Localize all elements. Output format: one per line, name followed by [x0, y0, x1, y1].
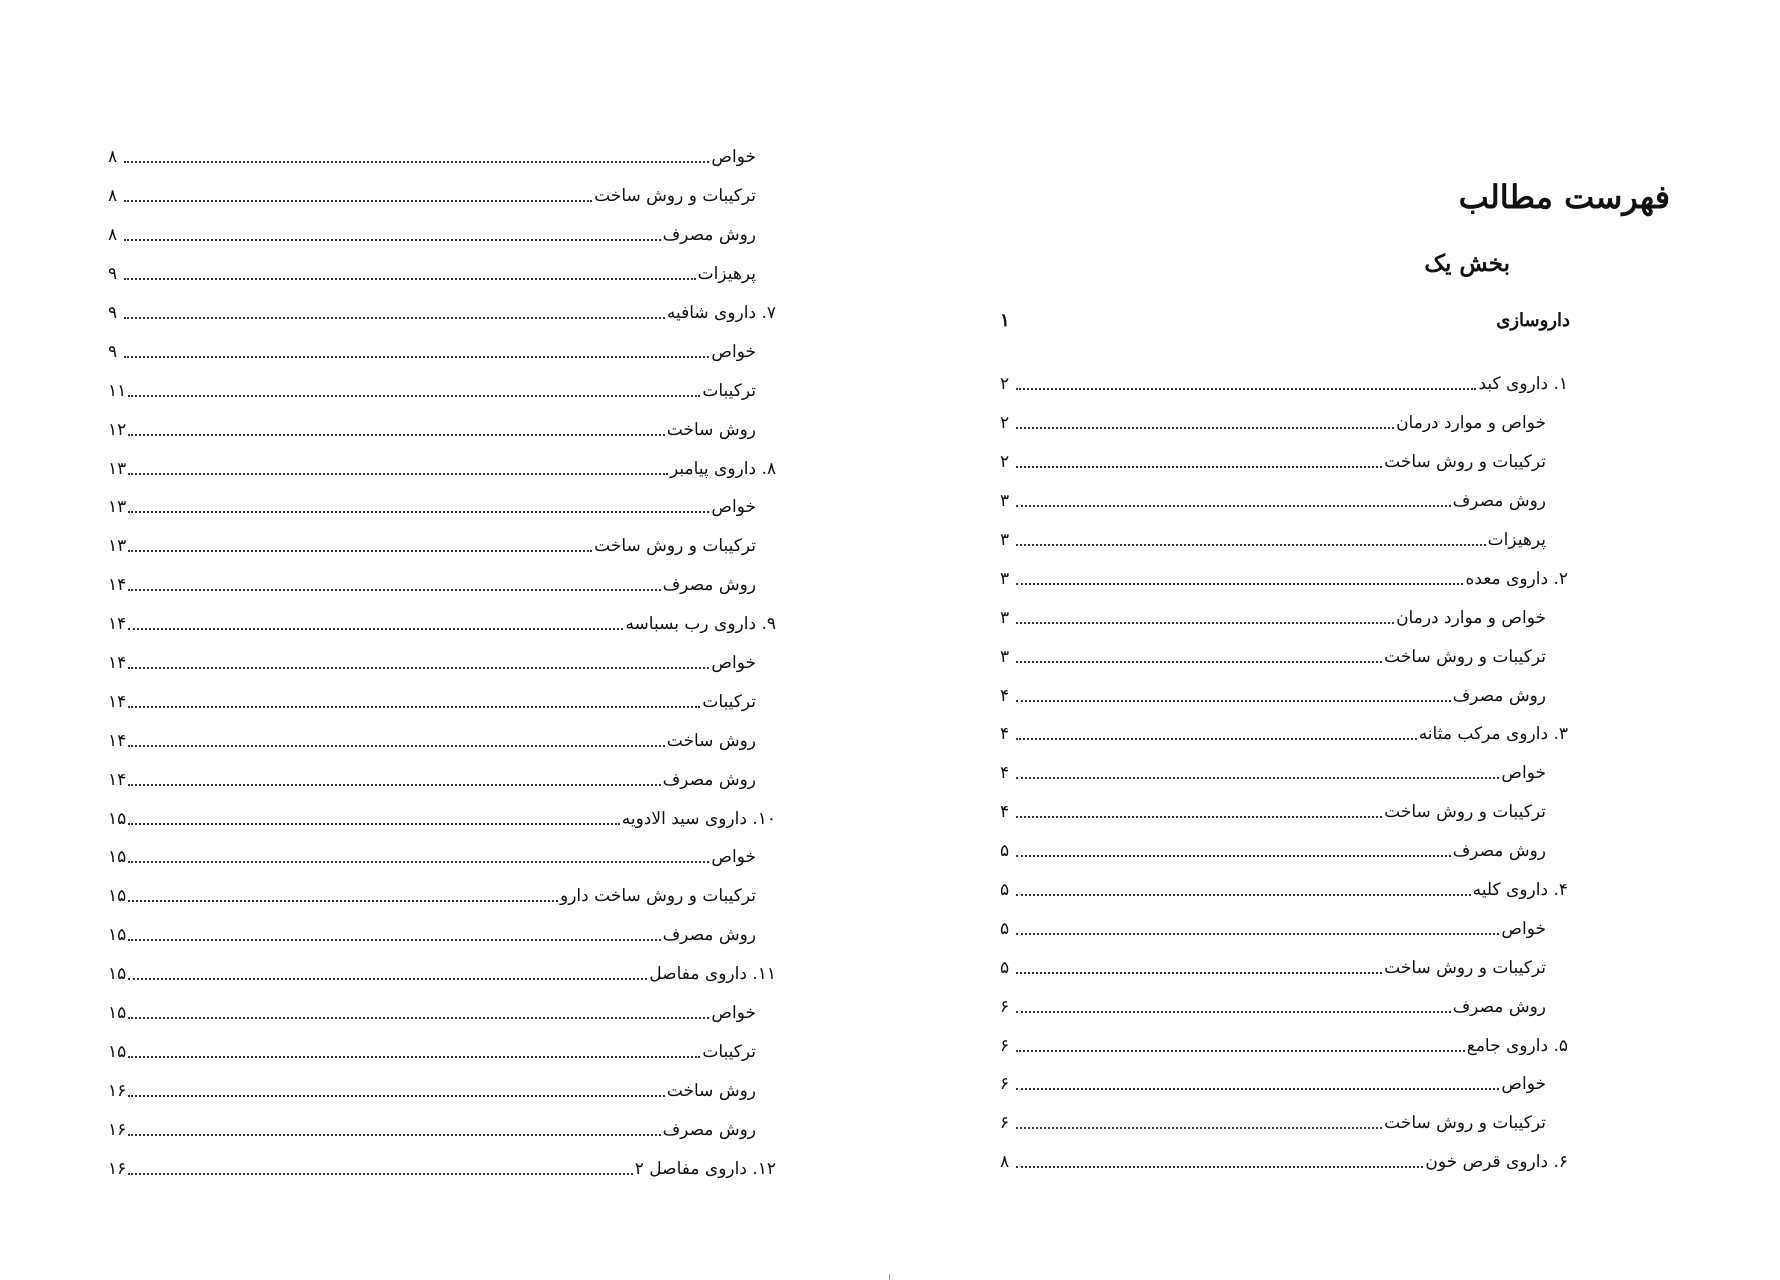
dot-leader: [128, 706, 700, 708]
toc-subsection-entry[interactable]: [1000, 404, 1568, 443]
toc-chapter-entry[interactable]: [108, 1149, 776, 1188]
dot-leader: [1016, 816, 1382, 818]
toc-subsection-entry[interactable]: [108, 1110, 776, 1149]
dot-leader: [124, 317, 665, 319]
dot-leader: [128, 1095, 665, 1097]
toc-entry-title: پرهیزات: [1487, 530, 1546, 550]
toc-subsection-entry[interactable]: [1000, 754, 1568, 793]
toc-page-number: ۸: [108, 147, 118, 168]
toc-page-number: ۸: [1000, 1152, 1010, 1173]
toc-page-number: ۵: [1000, 880, 1010, 901]
toc-subsection-entry[interactable]: [108, 332, 776, 371]
part-heading-row: [1000, 310, 1570, 331]
toc-chapter-entry[interactable]: [1000, 715, 1568, 754]
toc-page-number: ۳: [1000, 607, 1010, 628]
toc-subsection-entry[interactable]: [108, 916, 776, 955]
toc-page-number: ۲: [1000, 374, 1010, 395]
toc-subsection-entry[interactable]: [1000, 598, 1568, 637]
toc-entry-title: ۳. داروی مرکب مثانه: [1418, 724, 1568, 745]
dot-leader: [1016, 622, 1394, 624]
toc-chapter-entry[interactable]: [1000, 1143, 1568, 1182]
dot-leader: [128, 589, 660, 591]
toc-subsection-entry[interactable]: [108, 994, 776, 1033]
gutter-mark: [889, 1274, 890, 1280]
dot-leader: [128, 939, 660, 941]
toc-page-number: ۳: [1000, 530, 1010, 550]
part-page-number: ۱: [1000, 310, 1010, 331]
toc-page-number: ۸: [108, 225, 118, 246]
toc-page-number: ۱۵: [108, 886, 127, 907]
toc-entry-title: ۱۱. داروی مفاصل: [649, 964, 776, 985]
right-page: [890, 0, 1780, 1280]
toc-page-number: ۲: [1000, 452, 1010, 473]
toc-subsection-entry[interactable]: [108, 760, 776, 799]
toc-page-number: ۱۴: [108, 575, 127, 596]
toc-entry-title: خواص: [1501, 763, 1546, 784]
toc-subsection-entry[interactable]: [1000, 482, 1568, 521]
toc-entry-title: روش مصرف: [1452, 491, 1546, 512]
toc-entry-title: خواص: [711, 497, 756, 518]
dot-leader: [1016, 1166, 1423, 1168]
dot-leader: [1016, 738, 1417, 740]
toc-subsection-entry[interactable]: [1000, 832, 1568, 871]
toc-entry-title: خواص: [711, 147, 756, 168]
dot-leader: [1016, 1011, 1451, 1013]
dot-leader: [1016, 1050, 1465, 1052]
toc-subsection-entry[interactable]: [1000, 1065, 1568, 1104]
toc-chapter-entry[interactable]: [108, 449, 776, 488]
toc-entry-title: روش مصرف: [662, 769, 756, 790]
dot-leader: [124, 356, 709, 358]
toc-entry-title: ۴. داروی کلیه: [1472, 880, 1568, 901]
part-title: داروسازی: [1496, 310, 1570, 331]
toc-subsection-entry[interactable]: [108, 177, 776, 216]
toc-page-number: ۱۴: [108, 691, 127, 712]
dot-leader: [1016, 855, 1451, 857]
toc-page-number: ۱۵: [108, 808, 127, 829]
toc-entry-title: خواص و موارد درمان: [1396, 413, 1546, 434]
dot-leader: [1016, 583, 1463, 585]
toc-entry-title: ۹. داروی رب بسباسه: [625, 614, 776, 635]
toc-subsection-entry[interactable]: [1000, 948, 1568, 987]
toc-entry-title: خواص و موارد درمان: [1396, 607, 1546, 628]
toc-subsection-entry[interactable]: [108, 838, 776, 877]
toc-entry-title: ترکیبات: [702, 691, 756, 712]
toc-entry-title: ترکیبات: [702, 1041, 756, 1062]
left-toc-list: [108, 138, 776, 1188]
toc-entry-title: روش مصرف: [662, 925, 756, 946]
toc-page-number: ۱۵: [108, 925, 127, 946]
toc-subsection-entry[interactable]: [1000, 987, 1568, 1026]
toc-chapter-entry[interactable]: [108, 605, 776, 644]
toc-chapter-entry[interactable]: [108, 955, 776, 994]
toc-entry-title: ترکیبات و روش ساخت: [1384, 802, 1546, 823]
toc-subsection-entry[interactable]: [1000, 443, 1568, 482]
toc-entry-title: ۸. داروی پیامبر: [669, 458, 776, 479]
toc-page-number: ۱۴: [108, 653, 127, 674]
toc-page-number: ۶: [1000, 1035, 1010, 1056]
toc-entry-title: روش مصرف: [1452, 685, 1546, 706]
dot-leader: [124, 239, 661, 241]
toc-chapter-entry[interactable]: [1000, 871, 1568, 910]
toc-page-number: ۱۵: [108, 1003, 127, 1024]
toc-chapter-entry[interactable]: [1000, 365, 1568, 404]
toc-page-number: ۵: [1000, 957, 1010, 978]
toc-entry-title: خواص: [1501, 918, 1546, 939]
toc-page-number: ۴: [1000, 763, 1010, 784]
dot-leader: [1016, 427, 1394, 429]
toc-entry-title: ۷. داروی شافیه: [666, 303, 776, 323]
dot-leader: [124, 278, 696, 280]
dot-leader: [124, 161, 709, 163]
toc-entry-title: روش ساخت: [666, 730, 756, 751]
toc-entry-title: خواص: [711, 341, 756, 362]
toc-page-number: ۳: [1000, 568, 1010, 589]
toc-page-number: ۵: [1000, 841, 1010, 862]
toc-subsection-entry[interactable]: [1000, 1104, 1568, 1143]
toc-entry-title: روش مصرف: [662, 575, 756, 596]
toc-chapter-entry[interactable]: [108, 799, 776, 838]
toc-entry-title: روش مصرف: [662, 1119, 756, 1140]
toc-subsection-entry[interactable]: [108, 216, 776, 255]
toc-page-number: ۶: [1000, 1074, 1010, 1095]
dot-leader: [128, 473, 668, 475]
dot-leader: [1016, 1127, 1382, 1129]
toc-entry-title: خواص: [711, 653, 756, 674]
toc-subsection-entry[interactable]: [108, 682, 776, 721]
toc-entry-title: خواص: [711, 847, 756, 868]
toc-page-number: ۱۴: [108, 614, 127, 635]
toc-entry-title: روش مصرف: [662, 225, 756, 246]
toc-page-number: ۴: [1000, 802, 1010, 823]
toc-entry-title: خواص: [711, 1003, 756, 1024]
toc-page-number: ۵: [1000, 918, 1010, 939]
toc-subsection-entry[interactable]: [108, 721, 776, 760]
toc-chapter-entry[interactable]: [108, 294, 776, 333]
toc-chapter-entry[interactable]: [1000, 1026, 1568, 1065]
dot-leader: [1016, 505, 1451, 507]
toc-subsection-entry[interactable]: [108, 566, 776, 605]
toc-entry-title: ۱. داروی کبد: [1478, 374, 1568, 395]
toc-entry-title: ترکیبات و روش ساخت: [1384, 452, 1546, 473]
toc-entry-title: ۵. داروی جامع: [1466, 1035, 1568, 1056]
page-title: فهرست مطالب: [1458, 178, 1670, 216]
dot-leader: [128, 395, 700, 397]
section-heading: بخش یک: [1424, 250, 1510, 277]
dot-leader: [1016, 933, 1499, 935]
toc-entry-title: ترکیبات و روش ساخت: [594, 536, 756, 557]
toc-entry-title: ترکیبات و روش ساخت دارو: [560, 886, 756, 907]
toc-page-number: ۱۵: [108, 847, 127, 868]
toc-entry-title: ۱۲. داروی مفاصل ۲: [634, 1158, 776, 1179]
toc-subsection-entry[interactable]: [108, 410, 776, 449]
toc-subsection-entry[interactable]: [108, 527, 776, 566]
dot-leader: [1016, 1088, 1499, 1090]
toc-subsection-entry[interactable]: [108, 1071, 776, 1110]
toc-page-number: ۳: [1000, 646, 1010, 667]
toc-entry-title: ۶. داروی قرص خون: [1425, 1152, 1568, 1173]
dot-leader: [128, 784, 660, 786]
dot-leader: [1016, 388, 1476, 390]
dot-leader: [128, 823, 619, 825]
toc-entry-title: روش مصرف: [1452, 841, 1546, 862]
dot-leader: [1016, 894, 1471, 896]
toc-entry-title: ۱۰. داروی سید الادویه: [621, 808, 776, 829]
toc-page-number: ۱۴: [108, 769, 127, 790]
toc-page-number: ۶: [1000, 1113, 1010, 1134]
toc-page-number: ۳: [1000, 491, 1010, 512]
toc-page-number: ۴: [1000, 724, 1010, 745]
dot-leader: [128, 1056, 700, 1058]
toc-subsection-entry[interactable]: [1000, 637, 1568, 676]
toc-page-number: ۹: [108, 303, 118, 323]
toc-subsection-entry[interactable]: [108, 877, 776, 916]
dot-leader: [128, 978, 647, 980]
toc-page-number: ۱۱: [108, 380, 127, 401]
toc-entry-title: ترکیبات و روش ساخت: [594, 186, 756, 207]
toc-page-number: ۱۳: [108, 536, 127, 557]
dot-leader: [128, 861, 709, 863]
dot-leader: [128, 628, 623, 630]
toc-entry-title: روش ساخت: [666, 419, 756, 440]
toc-subsection-entry[interactable]: [108, 1032, 776, 1071]
toc-page-number: ۸: [108, 186, 118, 207]
toc-subsection-entry[interactable]: [108, 488, 776, 527]
dot-leader: [1016, 972, 1382, 974]
dot-leader: [1016, 777, 1499, 779]
toc-subsection-entry[interactable]: [1000, 676, 1568, 715]
toc-page-number: ۲: [1000, 413, 1010, 434]
toc-subsection-entry[interactable]: [108, 138, 776, 177]
toc-entry-title: ترکیبات و روش ساخت: [1384, 646, 1546, 667]
toc-entry-title: ترکیبات: [702, 380, 756, 401]
toc-page-number: ۶: [1000, 996, 1010, 1017]
toc-subsection-entry[interactable]: [1000, 909, 1568, 948]
toc-entry-title: ۲. داروی معده: [1465, 568, 1568, 589]
toc-subsection-entry[interactable]: [108, 644, 776, 683]
toc-page-number: ۱۳: [108, 458, 127, 479]
dot-leader: [128, 667, 709, 669]
dot-leader: [1016, 700, 1451, 702]
dot-leader: [124, 200, 592, 202]
dot-leader: [128, 745, 665, 747]
toc-chapter-entry[interactable]: [1000, 559, 1568, 598]
dot-leader: [128, 434, 665, 436]
toc-entry-title: خواص: [1501, 1074, 1546, 1095]
toc-entry-title: روش ساخت: [666, 1080, 756, 1101]
dot-leader: [128, 900, 558, 902]
dot-leader: [128, 550, 592, 552]
dot-leader: [1016, 466, 1382, 468]
toc-subsection-entry[interactable]: [1000, 521, 1568, 560]
toc-entry-title: ترکیبات و روش ساخت: [1384, 957, 1546, 978]
toc-subsection-entry[interactable]: [108, 255, 776, 294]
toc-subsection-entry[interactable]: [1000, 793, 1568, 832]
toc-page-number: ۱۴: [108, 730, 127, 751]
toc-page-number: ۱۵: [108, 964, 127, 985]
toc-entry-title: ترکیبات و روش ساخت: [1384, 1113, 1546, 1134]
toc-page-number: ۱۶: [108, 1080, 127, 1101]
toc-entry-title: پرهیزات: [697, 264, 756, 285]
dot-leader: [128, 1173, 632, 1175]
right-toc-list: [1000, 365, 1568, 1182]
toc-page-number: ۴: [1000, 685, 1010, 706]
toc-subsection-entry[interactable]: [108, 371, 776, 410]
toc-page-number: ۱۲: [108, 419, 127, 440]
toc-page-number: ۱۵: [108, 1041, 127, 1062]
toc-page-number: ۹: [108, 264, 118, 285]
toc-page-number: ۱۳: [108, 497, 127, 518]
toc-page-number: ۱۶: [108, 1158, 127, 1179]
dot-leader: [128, 1134, 660, 1136]
toc-page-number: ۱۶: [108, 1119, 127, 1140]
dot-leader: [1016, 544, 1486, 546]
toc-page-number: ۹: [108, 341, 118, 362]
toc-entry-title: روش مصرف: [1452, 996, 1546, 1017]
dot-leader: [128, 1017, 709, 1019]
dot-leader: [128, 511, 709, 513]
dot-leader: [1016, 661, 1382, 663]
